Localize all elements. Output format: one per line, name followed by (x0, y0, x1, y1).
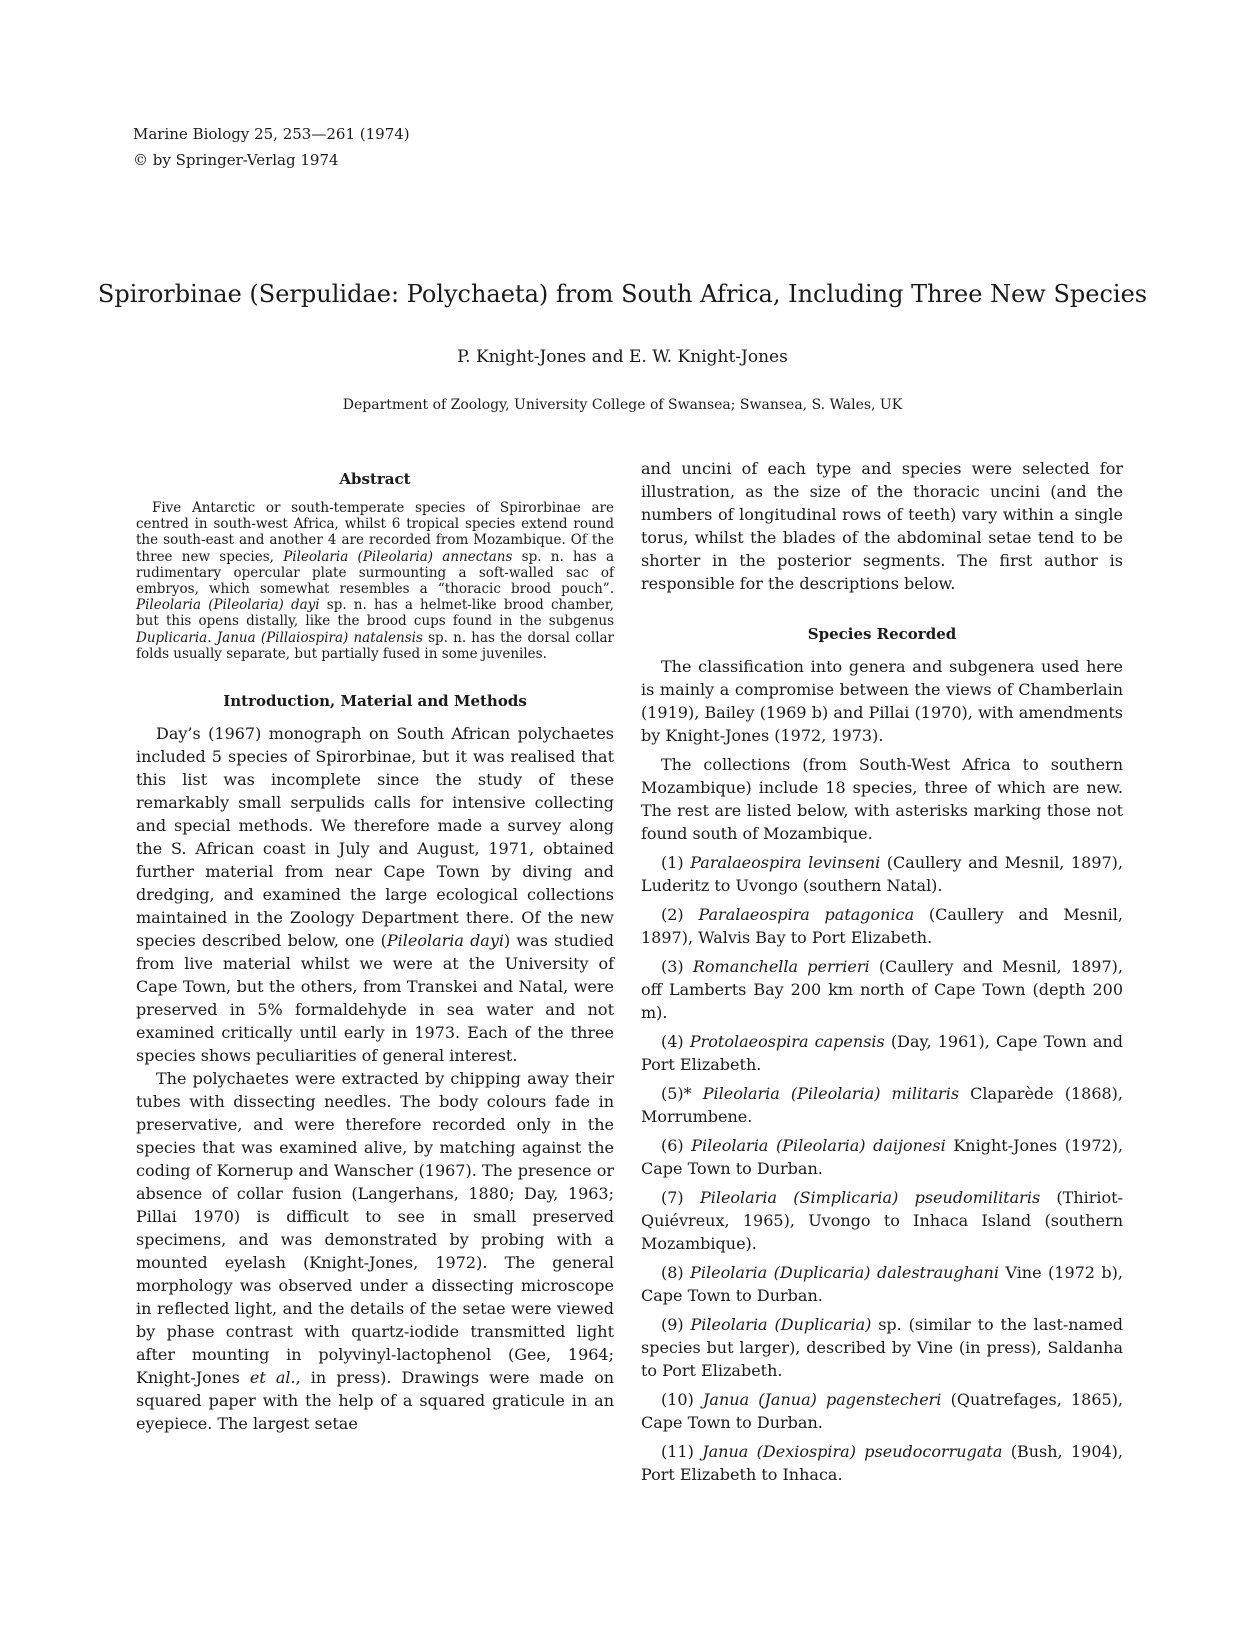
species-item: (8) Pileolaria (Duplicaria) dalestraughani Vine (1972 b), Cape Town to Durban. (641, 1263, 1123, 1305)
species-item: (5)* Pileolaria (Pileolaria) militaris Claparède (1868), Morrumbene. (641, 1084, 1124, 1126)
right-column (641, 459, 1124, 1486)
intro-paragraph-2: The polychaetes were extracted by chipping away their tubes with dissecting needles. The body colours fade in preservative, and were therefore recorded only in the species that was examined alive, by matching against the coding of Kornerup and Wanscher (1967). The presence or absence of collar fusion (Langerhans, 1880; Day, 1963; Pillai 1970) is difficult to see in small preserved specimens, and was demonstrated by probing with a mounted eyelash (Knight-Jones, 1972). The general morphology was observed under a dissecting microscope in reflected light, and the details of the setae were viewed by phase contrast with quartz-iodide transmitted light after mounting in polyvinyl-lactophenol (Gee, 1964; Knight-Jones et al., in press). Drawings were made on squared paper with the help of a squared graticule in an eyepiece. The largest setae (136, 1069, 615, 1434)
species-item: (2) Paralaeospira patagonica (Caullery and Mesnil, 1897), Walvis Bay to Port Elizabeth. (641, 905, 1124, 947)
species-heading: Species Recorded (807, 625, 957, 643)
authors: P. Knight-Jones and E. W. Knight-Jones (457, 347, 788, 367)
methods-continuation: and uncini of each type and species were selected for illustration, as the size of the thoracic uncini (and the numbers of longitudinal rows of teeth) vary within a single torus, whilst the blades of the abdominal setae tend to be shorter in the posterior segments. The first author is responsible for the descriptions below. (641, 459, 1123, 593)
species-list (641, 851, 1123, 1486)
abstract-heading: Abstract (339, 470, 411, 488)
left-column (136, 470, 614, 1435)
intro-heading: Introduction, Material and Methods (223, 692, 527, 711)
affiliation: Department of Zoology, University College of Swansea; Swansea, S. Wales, UK (342, 397, 903, 413)
species-item: (1) Paralaeospira levinseni (Caullery and Mesnil, 1897), Luderitz to Uvongo (southern Natal). (641, 853, 1124, 895)
species-item: (11) Janua (Dexiospira) pseudocorrugata (Bush, 1904), Port Elizabeth to Inhaca. (641, 1442, 1124, 1484)
abstract-text: Five Antarctic or south-temperate species of Spirorbinae are centred in south-west Africa, whilst 6 tropical species extend round the south-east and another 4 are recorded from Mozambique. Of the three new species, Pileolaria (Pileolaria) annectans sp. n. has a rudimentary opercular plate surmounting a soft-walled sac of embryos, which somewhat resembles a “thoracic brood pouch”. Pileolaria (Pileolaria) dayi sp. n. has a helmet-like brood chamber, but this opens distally, like the brood cups found in the subgenus Duplicaria. Janua (Pillaiospira) natalensis sp. n. has the dorsal collar folds usually separate, but partially fused in some juveniles. (136, 500, 615, 662)
copyright-line: © by Springer-Verlag 1974 (133, 151, 339, 169)
species-item: (7) Pileolaria (Simplicaria) pseudomilitaris (Thiriot-Quiévreux, 1965), Uvongo to Inhaca Island (southern Mozambique). (641, 1188, 1124, 1253)
species-item: (10) Janua (Janua) pagenstecheri (Quatrefages, 1865), Cape Town to Durban. (641, 1390, 1124, 1432)
journal-citation: Marine Biology 25, 253—261 (1974) (133, 125, 410, 143)
paper-title: Spirorbinae (Serpulidae: Polychaeta) from South Africa, Including Three New Species (97, 280, 1148, 308)
species-item: (4) Protolaeospira capensis (Day, 1961), Cape Town and Port Elizabeth. (641, 1032, 1123, 1074)
intro-paragraph-1: Day’s (1967) monograph on South African polychaetes included 5 species of Spirorbinae, but it was realised that this list was incomplete since the study of these remarkably small serpulids calls for intensive collecting and special methods. We therefore made a survey along the S. African coast in July and August, 1971, obtained further material from near Cape Town by diving and dredging, and examined the large ecological collections maintained in the Zoology Department there. Of the new species described below, one (Pileolaria dayi) was studied from live material whilst we were at the University of Cape Town, but the others, from Transkei and Natal, were preserved in 5% formaldehyde in sea water and not examined critically until early in 1973. Each of the three species shows peculiarities of general interest. (136, 724, 615, 1066)
species-paragraph-1: The classification into genera and subgenera used here is mainly a compromise between the views of Chamberlain (1919), Bailey (1969 b) and Pillai (1970), with amendments by Knight-Jones (1972, 1973). (641, 657, 1123, 745)
journal-header (133, 121, 410, 173)
species-item: (6) Pileolaria (Pileolaria) daijonesi Knight-Jones (1972), Cape Town to Durban. (641, 1136, 1124, 1178)
species-paragraph-2: The collections (from South-West Africa to southern Mozambique) include 18 species, three of which are new. The rest are listed below, with asterisks marking those not found south of Mozambique. (641, 755, 1123, 843)
species-item: (9) Pileolaria (Duplicaria) sp. (similar to the last-named species but larger), described by Vine (in press), Saldanha to Port Elizabeth. (641, 1315, 1124, 1380)
species-item: (3) Romanchella perrieri (Caullery and Mesnil, 1897), off Lamberts Bay 200 km north of Cape Town (depth 200 m). (641, 957, 1123, 1022)
